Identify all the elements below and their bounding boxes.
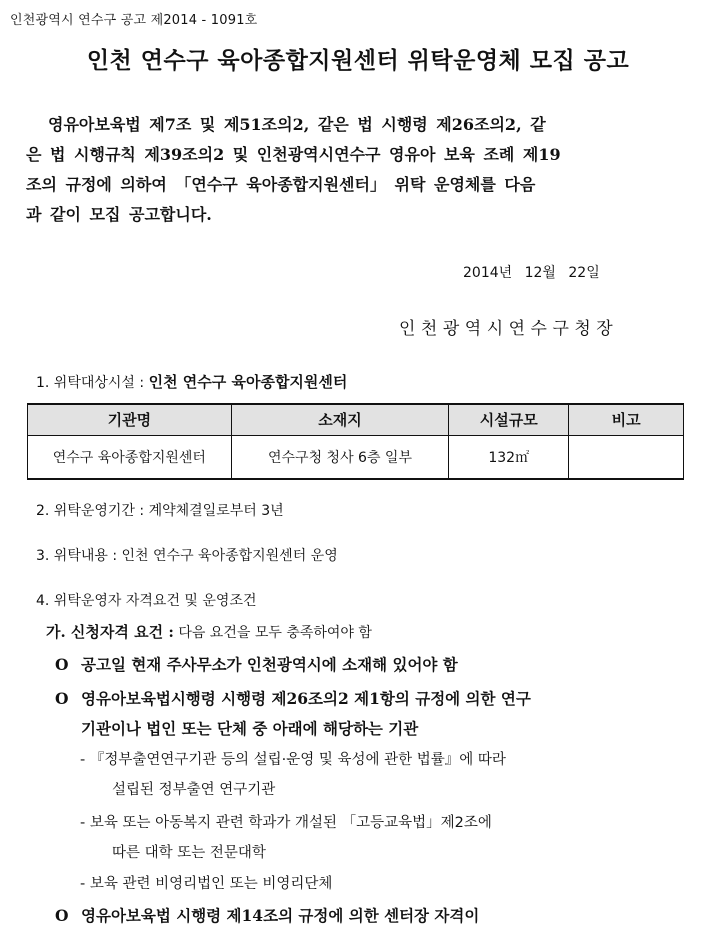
section-1 xyxy=(36,371,347,392)
section-1-value: 인천 연수구 육아종합지원센터 xyxy=(148,373,348,391)
table-header-row xyxy=(28,404,684,435)
bullet-2 xyxy=(55,684,685,744)
bullet-3 xyxy=(55,901,685,931)
cell-location: 연수구청 청사 6층 일부 xyxy=(231,435,449,479)
document-title: 인천 연수구 육아종합지원센터 위탁운영체 모집 공고 xyxy=(86,48,630,74)
intro-line-1: 영유아보육법 제7조 및 제51조의2, 같은 법 시행령 제26조의2, 같 xyxy=(48,115,546,134)
dash-item-1 xyxy=(80,745,680,805)
subsection-eligibility xyxy=(46,621,372,642)
header-scale: 시설규모 xyxy=(449,404,569,435)
section-2: 2. 위탁운영기간 : 계약체결일로부터 3년 xyxy=(36,503,284,519)
subsection-label: 가. 신청자격 요건 : xyxy=(46,623,174,641)
cell-note xyxy=(569,435,684,479)
intro-line xyxy=(26,110,686,140)
intro-line-2: 은 법 시행규칙 제39조의2 및 인천광역시연수구 영유아 보육 조례 제19 xyxy=(26,145,561,164)
facility-table xyxy=(27,403,684,480)
header-name: 기관명 xyxy=(28,404,232,435)
intro-line-4: 과 같이 모집 공고합니다. xyxy=(26,205,212,224)
dash-2-line-2: 따른 대학 또는 전문대학 xyxy=(112,845,266,861)
bullet-circle-icon: O xyxy=(55,689,69,708)
cell-scale: 132㎡ xyxy=(449,435,569,479)
section-1-label: 1. 위탁대상시설 : xyxy=(36,375,145,391)
bullet-circle-icon: O xyxy=(55,906,69,925)
bullet-2-line-1: 영유아보육법시행령 시행령 제26조의2 제1항의 규정에 의한 연구 xyxy=(81,689,531,708)
section-3: 3. 위탁내용 : 인천 연수구 육아종합지원센터 운영 xyxy=(36,548,338,564)
document-number: 인천광역시 연수구 공고 제2014 - 1091호 xyxy=(10,13,258,28)
signer-name: 인천광역시연수구청장 xyxy=(399,319,619,339)
dash-1-line-2: 설립된 정부출연 연구기관 xyxy=(112,782,276,798)
bullet-3-text: 영유아보육법 시행령 제14조의 규정에 의한 센터장 자격이 xyxy=(81,906,480,925)
subsection-text: 다음 요건을 모두 충족하여야 함 xyxy=(178,625,372,641)
bullet-circle-icon: O xyxy=(55,655,69,674)
dash-item-2 xyxy=(80,808,680,868)
dash-item-3: - 보육 관련 비영리법인 또는 비영리단체 xyxy=(80,876,333,892)
intro-paragraph xyxy=(26,110,686,230)
bullet-1 xyxy=(55,650,685,680)
table-row xyxy=(28,435,684,479)
dash-1-line-1: - 『정부출연연구기관 등의 설립·운영 및 육성에 관한 법률』에 따라 xyxy=(80,752,506,768)
section-4: 4. 위탁운영자 자격요건 및 운영조건 xyxy=(36,593,257,609)
bullet-2-line-2: 기관이나 법인 또는 단체 중 아래에 해당하는 기관 xyxy=(81,719,419,738)
cell-name: 연수구 육아종합지원센터 xyxy=(28,435,232,479)
header-location: 소재지 xyxy=(231,404,449,435)
dash-2-line-1: - 보육 또는 아동복지 관련 학과가 개설된 「고등교육법」제2조에 xyxy=(80,815,492,831)
header-note: 비고 xyxy=(569,404,684,435)
bullet-1-text: 공고일 현재 주사무소가 인천광역시에 소재해 있어야 함 xyxy=(81,655,458,674)
intro-line-3: 조의 규정에 의하여 「연수구 육아종합지원센터」 위탁 운영체를 다음 xyxy=(26,175,536,194)
announcement-date: 2014년 12월 22일 xyxy=(463,265,600,281)
